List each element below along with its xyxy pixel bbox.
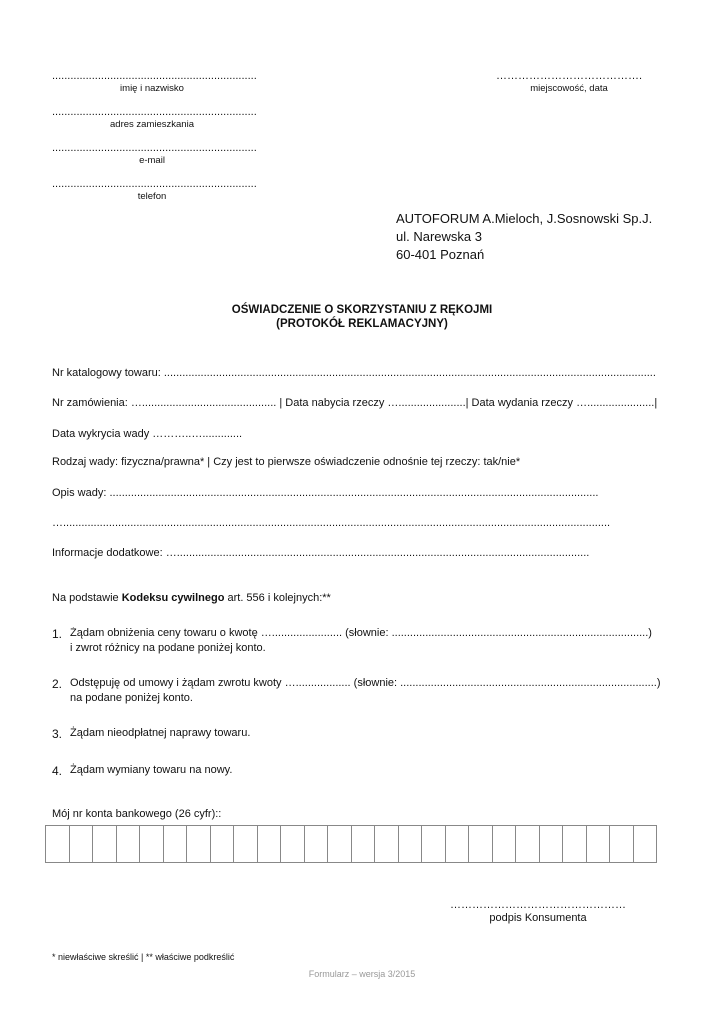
account-digit-box[interactable] — [493, 826, 517, 862]
account-digit-box[interactable] — [540, 826, 564, 862]
account-digit-box[interactable] — [634, 826, 657, 862]
account-digit-box[interactable] — [375, 826, 399, 862]
title-line-1: OŚWIADCZENIE O SKORZYSTANIU Z RĘKOJMI — [231, 304, 493, 316]
claim-1-text-cont: i zwrot różnicy na podane poniżej konto. — [70, 642, 266, 654]
signature-dots: ………………………………………… — [450, 899, 626, 911]
place-date-dots: …………………………………. — [495, 70, 643, 82]
account-digit-box[interactable] — [187, 826, 211, 862]
place-date-label: miejscowość, data — [530, 83, 608, 94]
recipient-city: 60-401 Poznań — [396, 247, 485, 262]
name-label: imię i nazwisko — [120, 83, 184, 94]
recipient-company: AUTOFORUM A.Mieloch, J.Sosnowski Sp.J. — [396, 211, 653, 226]
signature-label: podpis Konsumenta — [489, 912, 587, 924]
account-digit-box[interactable] — [610, 826, 634, 862]
claim-4-text: Żądam wymiany towaru na nowy. — [70, 764, 233, 776]
title-line-2: (PROTOKÓŁ REKLAMACYJNY) — [276, 318, 448, 330]
form-version: Formularz – wersja 3/2015 — [308, 969, 416, 979]
address-label: adres zamieszkania — [110, 119, 194, 130]
claim-2-number: 2. — [52, 677, 63, 691]
claim-1[interactable] — [52, 627, 662, 654]
claim-2-text-cont: na podane poniżej konto. — [70, 692, 193, 704]
account-digit-box[interactable] — [281, 826, 305, 862]
claim-3-text: Żądam nieodpłatnej naprawy towaru. — [70, 727, 251, 739]
defect-date-field[interactable]: Data wykrycia wady ………..…............. — [52, 428, 243, 440]
account-digit-box[interactable] — [587, 826, 611, 862]
claim-2[interactable] — [52, 677, 662, 704]
claim-1-number: 1. — [52, 627, 63, 641]
claim-4[interactable] — [52, 764, 662, 776]
claim-4-number: 4. — [52, 764, 63, 778]
address-field[interactable] — [52, 106, 257, 130]
legal-basis-prefix: Na podstawie — [52, 592, 122, 604]
document-title — [0, 304, 724, 330]
account-digit-box[interactable] — [563, 826, 587, 862]
footnote: * niewłaściwe skreślić | ** właściwe podkreślić — [52, 952, 235, 962]
account-digit-box[interactable] — [352, 826, 376, 862]
account-digit-box[interactable] — [516, 826, 540, 862]
bank-account-label: Mój nr konta bankowego (26 cyfr):: — [52, 808, 222, 820]
phone-field[interactable] — [52, 178, 257, 202]
signature-field[interactable] — [448, 899, 628, 924]
account-digit-box[interactable] — [399, 826, 423, 862]
defect-type-field[interactable]: Rodzaj wady: fizyczna/prawna* | Czy jest to pierwsze oświadczenie odnośnie tej rzeczy: tak/nie* — [52, 456, 521, 468]
name-field[interactable] — [52, 70, 257, 94]
account-digit-box[interactable] — [70, 826, 94, 862]
defect-description-field[interactable]: Opis wady: ................................................................................................................................................................ — [52, 487, 599, 499]
account-digit-box[interactable] — [258, 826, 282, 862]
account-digit-box[interactable] — [469, 826, 493, 862]
recipient-address — [396, 210, 652, 264]
claim-3-number: 3. — [52, 727, 63, 741]
order-dates-field[interactable]: Nr zamówienia: …............................................ | Data nabycia rzeczy …......................| Data wydania rzeczy …......................| — [52, 397, 658, 409]
account-digit-box[interactable] — [446, 826, 470, 862]
account-digit-box[interactable] — [305, 826, 329, 862]
bank-account-digit-boxes — [45, 825, 657, 863]
name-dots: ................................................................... — [52, 70, 257, 82]
account-digit-box[interactable] — [234, 826, 258, 862]
account-digit-box[interactable] — [211, 826, 235, 862]
account-digit-box[interactable] — [93, 826, 117, 862]
civil-code-name: Kodeksu cywilnego — [121, 592, 225, 604]
phone-label: telefon — [137, 191, 167, 202]
account-digit-box[interactable] — [422, 826, 446, 862]
phone-dots: ................................................................... — [52, 178, 257, 190]
claim-3[interactable] — [52, 727, 662, 739]
account-digit-box[interactable] — [140, 826, 164, 862]
email-field[interactable] — [52, 142, 257, 166]
additional-info-field[interactable]: Informacje dodatkowe: …....................................................................................................................................... — [52, 547, 590, 559]
legal-basis-suffix: art. 556 i kolejnych:** — [224, 592, 331, 604]
catalog-number-field[interactable]: Nr katalogowy towaru: ................................................................................................................................................................. — [52, 367, 656, 379]
account-digit-box[interactable] — [46, 826, 70, 862]
place-date-field[interactable] — [482, 70, 656, 94]
legal-basis — [52, 592, 331, 604]
claim-2-text: Odstępuję od umowy i żądam zwrotu kwoty ….................. (słownie: ....................................................................................) — [70, 677, 661, 689]
claim-1-text: Żądam obniżenia ceny towaru o kwotę …....................... (słownie: ....................................................................................) — [70, 627, 652, 639]
email-label: e-mail — [139, 155, 165, 166]
account-digit-box[interactable] — [164, 826, 188, 862]
account-digit-box[interactable] — [328, 826, 352, 862]
account-digit-box[interactable] — [117, 826, 141, 862]
address-dots: ................................................................... — [52, 106, 257, 118]
defect-description-continued[interactable]: …................................................................................................................................................................................... — [52, 517, 611, 529]
recipient-street: ul. Narewska 3 — [396, 229, 482, 244]
email-dots: ................................................................... — [52, 142, 257, 154]
